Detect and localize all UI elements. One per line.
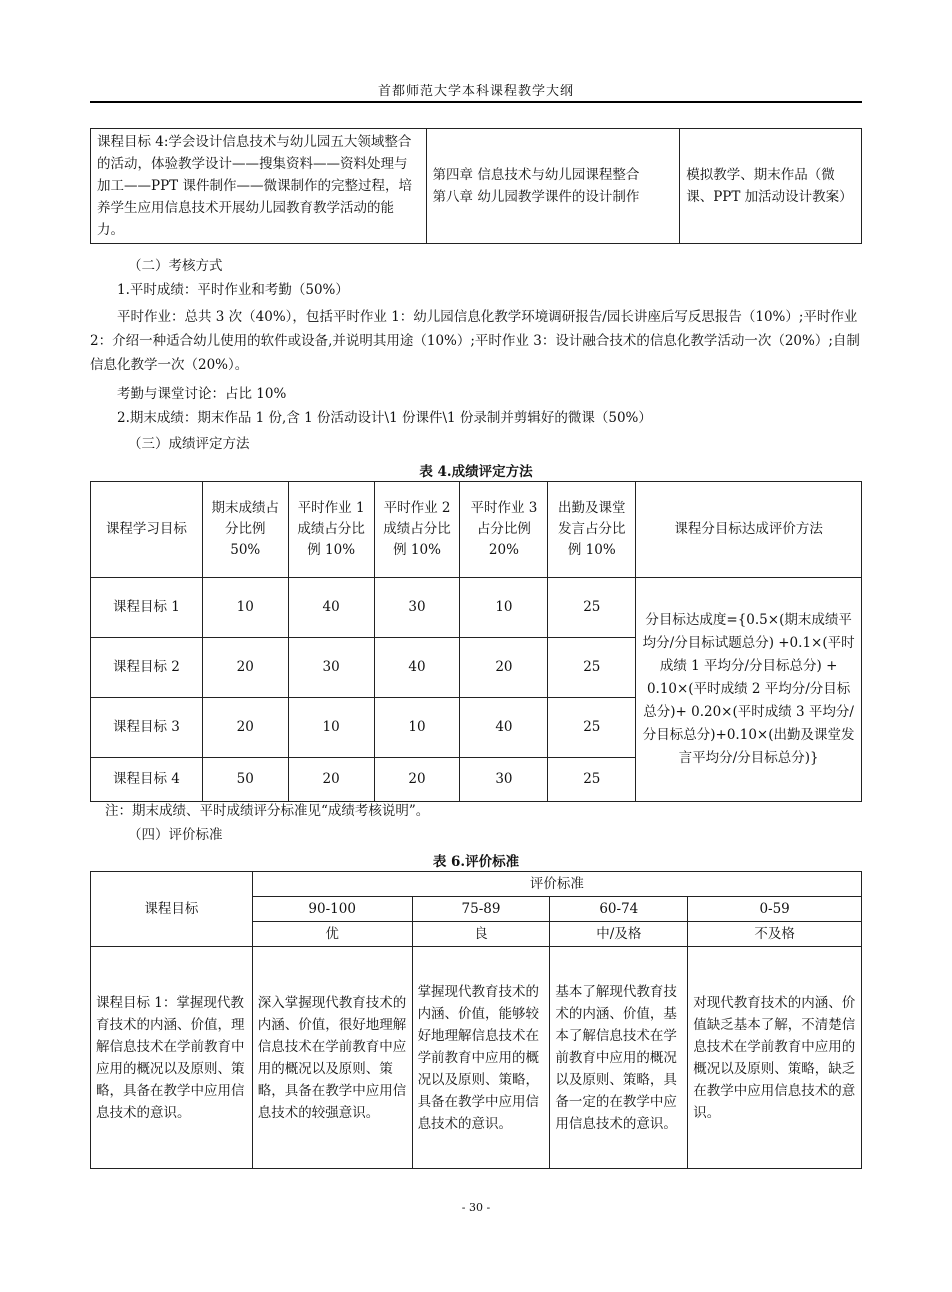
page-header: 首都师范大学本科课程教学大纲 bbox=[377, 84, 574, 99]
score-range: 60-74 bbox=[550, 897, 688, 922]
column-header: 平时作业 3 占分比例 20% bbox=[460, 482, 548, 578]
table-cell: 20 bbox=[202, 638, 288, 698]
table-cell: 30 bbox=[288, 638, 374, 698]
chapter-line: 第四章 信息技术与幼儿园课程整合 bbox=[432, 167, 640, 183]
page-number: - 30 - bbox=[461, 1201, 491, 1214]
grade-label: 中/及格 bbox=[550, 922, 688, 947]
table-cell: 20 bbox=[288, 758, 374, 802]
table-cell: 25 bbox=[548, 638, 636, 698]
note: 注：期末成绩、平时成绩评分标准见“成绩考核说明”。 bbox=[105, 803, 430, 819]
table-cell: 40 bbox=[288, 578, 374, 638]
table-cell: 30 bbox=[374, 578, 460, 638]
table-cell: 30 bbox=[460, 758, 548, 802]
score-range: 90-100 bbox=[252, 897, 412, 922]
table-cell: 25 bbox=[548, 758, 636, 802]
paragraph: 平时作业：总共 3 次（40%），包括平时作业 1：幼儿园信息化教学环境调研报告/园长讲座后写反思报告（10%）;平时作业 2：介绍一种适合幼儿使用的软件或设备,并说明其用途（10%）;平时作业 3：设计融合技术的信息化教学活动一次（20%）;自制信息化教学一次（20%）。 bbox=[90, 309, 860, 373]
section-title: （三）成绩评定方法 bbox=[128, 436, 250, 452]
table-row bbox=[91, 947, 862, 1169]
header-rule bbox=[90, 101, 862, 103]
assessment-cell: 模拟教学、期末作品（微课、PPT 加活动设计教案） bbox=[680, 129, 862, 244]
criteria-cell: 深入掌握现代教育技术的内涵、价值，很好地理解信息技术在学前教育中应用的概况以及原则、策略，具备在教学中应用信息技术的较强意识。 bbox=[252, 947, 412, 1169]
chapter-line: 第八章 幼儿园教学课件的设计制作 bbox=[432, 189, 640, 205]
chapter-cell bbox=[426, 129, 680, 244]
paragraph: 考勤与课堂讨论：占比 10% bbox=[117, 386, 287, 402]
table-cell: 25 bbox=[548, 698, 636, 758]
row-label: 课程目标 4 bbox=[91, 758, 203, 802]
group-header: 评价标准 bbox=[252, 872, 861, 897]
evaluation-method: 分目标达成度={0.5×(期末成绩平均分/分目标试题总分) +0.1×(平时成绩 1 平均分/分目标总分) + 0.10×(平时成绩 2 平均分/分目标总分)+ 0.20×(平时成绩 3 平均分/分目标总分)+0.10×(出勤及课堂发言平均分/分目标总分)} bbox=[636, 578, 862, 802]
table-cell: 20 bbox=[374, 758, 460, 802]
score-range: 75-89 bbox=[412, 897, 550, 922]
criteria-cell: 对现代教育技术的内涵、价值缺乏基本了解，不清楚信息技术在学前教育中应用的概况以及原则、策略，缺乏在教学中应用信息技术的意识。 bbox=[688, 947, 862, 1169]
criteria-cell: 掌握现代教育技术的内涵、价值，能够较好地理解信息技术在学前教育中应用的概况以及原则、策略，具备在教学中应用信息技术的意识。 bbox=[412, 947, 550, 1169]
table-cell: 10 bbox=[288, 698, 374, 758]
section-title: （二）考核方式 bbox=[128, 258, 223, 274]
table-header-row bbox=[91, 872, 862, 897]
paragraph: 2.期末成绩：期末作品 1 份,含 1 份活动设计\1 份课件\1 份录制并剪辑好的微课（50%） bbox=[117, 410, 652, 426]
paragraph: 1.平时成绩：平时作业和考勤（50%） bbox=[117, 282, 349, 298]
grade-label: 优 bbox=[252, 922, 412, 947]
table-cell: 20 bbox=[202, 698, 288, 758]
objective-table bbox=[90, 128, 862, 244]
table-cell: 20 bbox=[460, 638, 548, 698]
section-title: （四）评价标准 bbox=[128, 827, 223, 843]
column-header: 平时作业 2 成绩占分比例 10% bbox=[374, 482, 460, 578]
table-cell: 10 bbox=[202, 578, 288, 638]
table-cell: 10 bbox=[460, 578, 548, 638]
grade-label: 不及格 bbox=[688, 922, 862, 947]
table-row bbox=[91, 578, 862, 638]
table-caption: 表 6.评价标准 bbox=[432, 854, 520, 870]
column-header: 平时作业 1 成绩占分比例 10% bbox=[288, 482, 374, 578]
score-range: 0-59 bbox=[688, 897, 862, 922]
row-label: 课程目标 1 bbox=[91, 578, 203, 638]
table-row bbox=[91, 129, 862, 244]
table-cell: 40 bbox=[374, 638, 460, 698]
table-cell: 40 bbox=[460, 698, 548, 758]
grade-label: 良 bbox=[412, 922, 550, 947]
criteria-cell: 基本了解现代教育技术的内涵、价值，基本了解信息技术在学前教育中应用的概况以及原则、策略，具备一定的在教学中应用信息技术的意识。 bbox=[550, 947, 688, 1169]
criteria-table bbox=[90, 871, 862, 1169]
grading-table bbox=[90, 481, 862, 802]
column-header: 出勤及课堂发言占分比例 10% bbox=[548, 482, 636, 578]
column-header: 期末成绩占分比例 50% bbox=[202, 482, 288, 578]
row-label: 课程目标 2 bbox=[91, 638, 203, 698]
column-header: 课程目标 bbox=[91, 872, 253, 947]
table-caption: 表 4.成绩评定方法 bbox=[419, 464, 533, 480]
table-header-row bbox=[91, 482, 862, 578]
objective-cell: 课程目标 4:学会设计信息技术与幼儿园五大领域整合的活动，体验教学设计——搜集资料——资料处理与加工——PPT 课件制作——微课制作的完整过程，培养学生应用信息技术开展幼儿园教育教学活动的能力。 bbox=[91, 129, 427, 244]
table-cell: 10 bbox=[374, 698, 460, 758]
objective-cell: 课程目标 1：掌握现代教育技术的内涵、价值，理解信息技术在学前教育中应用的概况以及原则、策略，具备在教学中应用信息技术的意识。 bbox=[91, 947, 253, 1169]
table-cell: 50 bbox=[202, 758, 288, 802]
table-cell: 25 bbox=[548, 578, 636, 638]
row-label: 课程目标 3 bbox=[91, 698, 203, 758]
column-header: 课程分目标达成评价方法 bbox=[636, 482, 862, 578]
column-header: 课程学习目标 bbox=[91, 482, 203, 578]
